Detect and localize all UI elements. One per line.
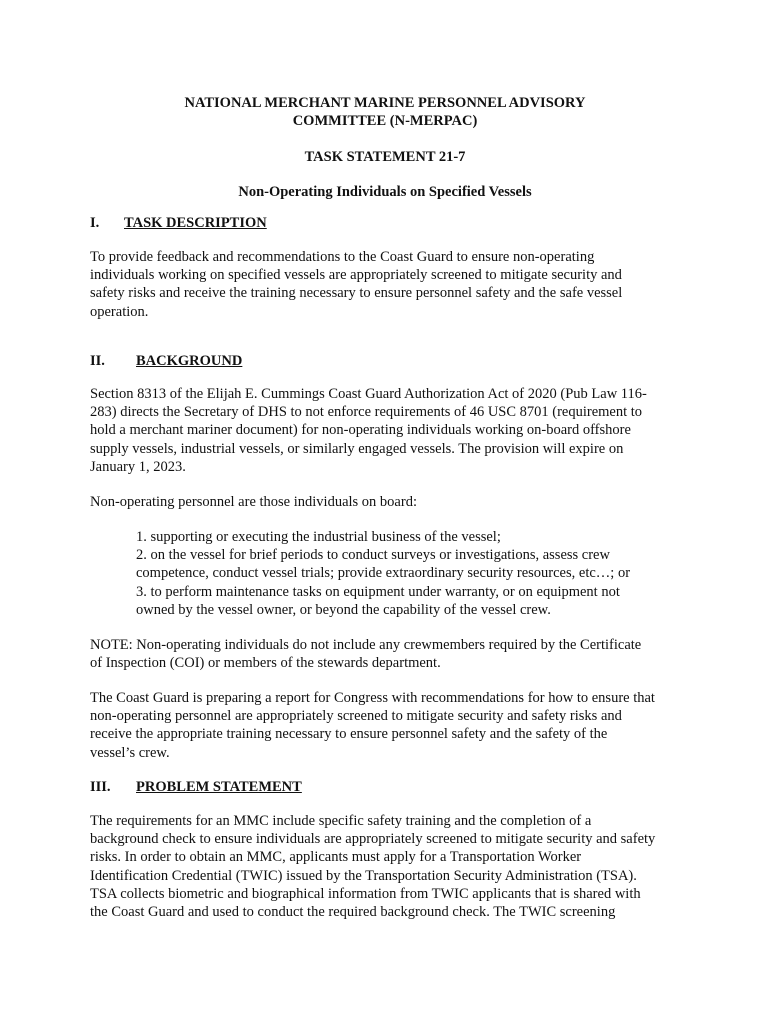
- list-item: 3. to perform maintenance tasks on equipment under warranty, or on equipment not: [136, 583, 620, 600]
- list-item: 2. on the vessel for brief periods to conduct surveys or investigations, assess crew: [136, 547, 610, 564]
- section-number: II.: [90, 353, 105, 369]
- text-line: background check to ensure individuals are appropriately screened to mitigate security and safety: [90, 831, 656, 848]
- text-line: January 1, 2023.: [90, 458, 186, 475]
- list-item: owned by the vessel owner, or beyond the capability of the vessel crew.: [136, 601, 551, 618]
- text-line: the Coast Guard and used to conduct the required background check. The TWIC screening: [90, 904, 616, 921]
- text-line: Identification Credential (TWIC) issued by the Transportation Security Administration (TSA).: [90, 867, 637, 884]
- text-line: TSA collects biometric and biographical information from TWIC applicants that is shared with: [90, 885, 641, 902]
- background-paragraph-3: [90, 689, 690, 762]
- section-title: PROBLEM STATEMENT: [136, 779, 302, 795]
- text-line: risks. In order to obtain an MMC, applicants must apply for a Transportation Worker: [90, 849, 582, 866]
- section-heading-background: [90, 352, 243, 370]
- text-line: non-operating personnel are appropriately screened to mitigate security and safety risks and: [90, 708, 622, 725]
- non-operating-personnel-list: [136, 528, 696, 619]
- list-item: competence, conduct vessel trials; provide extraordinary security resources, etc…; or: [136, 565, 631, 582]
- text-line: individuals working on specified vessels are appropriately screened to mitigate security and: [90, 267, 622, 284]
- task-statement-number: TASK STATEMENT 21-7: [304, 149, 466, 165]
- list-item: 1. supporting or executing the industrial business of the vessel;: [136, 529, 501, 545]
- text-line: supply vessels, industrial vessels, or similarly engaged vessels. The provision will expire on: [90, 440, 624, 457]
- text-line: The Coast Guard is preparing a report for Congress with recommendations for how to ensure that: [90, 690, 655, 706]
- text-line: Non-operating personnel are those individuals on board:: [90, 494, 417, 510]
- text-line: The requirements for an MMC include specific safety training and the completion of a: [90, 813, 592, 829]
- document-title-line-1: NATIONAL MERCHANT MARINE PERSONNEL ADVISORY: [184, 95, 586, 111]
- section-number: III.: [90, 779, 111, 795]
- problem-statement-paragraph: [90, 812, 690, 921]
- text-line: 283) directs the Secretary of DHS to not enforce requirements of 46 USC 8701 (requirement to: [90, 404, 643, 421]
- background-note: [90, 636, 690, 672]
- text-line: receive the appropriate training necessary to ensure personnel safety and the safety of the: [90, 726, 608, 743]
- background-paragraph-1: [90, 385, 690, 476]
- document-subtitle: Non-Operating Individuals on Specified Vessels: [238, 184, 532, 200]
- text-line: hold a merchant mariner document) for non-operating individuals working on-board offshore: [90, 422, 631, 439]
- text-line: Section 8313 of the Elijah E. Cummings Coast Guard Authorization Act of 2020 (Pub Law 116-: [90, 386, 647, 402]
- text-line: operation.: [90, 303, 149, 320]
- text-line: NOTE: Non-operating individuals do not include any crewmembers required by the Certificate: [90, 637, 642, 653]
- section-heading-task-description: [90, 214, 267, 232]
- section-number: I.: [90, 215, 100, 231]
- text-line: To provide feedback and recommendations to the Coast Guard to ensure non-operating: [90, 249, 595, 265]
- task-description-paragraph: [90, 248, 690, 321]
- text-line: safety risks and receive the training necessary to ensure personnel safety and the safe vessel: [90, 285, 623, 302]
- document-title-line-2: COMMITTEE (N-MERPAC): [292, 113, 478, 129]
- background-paragraph-2: [90, 493, 690, 511]
- text-line: of Inspection (COI) or members of the stewards department.: [90, 655, 441, 672]
- section-heading-problem-statement: [90, 778, 302, 796]
- text-line: vessel’s crew.: [90, 744, 170, 761]
- section-title: TASK DESCRIPTION: [124, 215, 267, 231]
- section-title: BACKGROUND: [136, 353, 243, 369]
